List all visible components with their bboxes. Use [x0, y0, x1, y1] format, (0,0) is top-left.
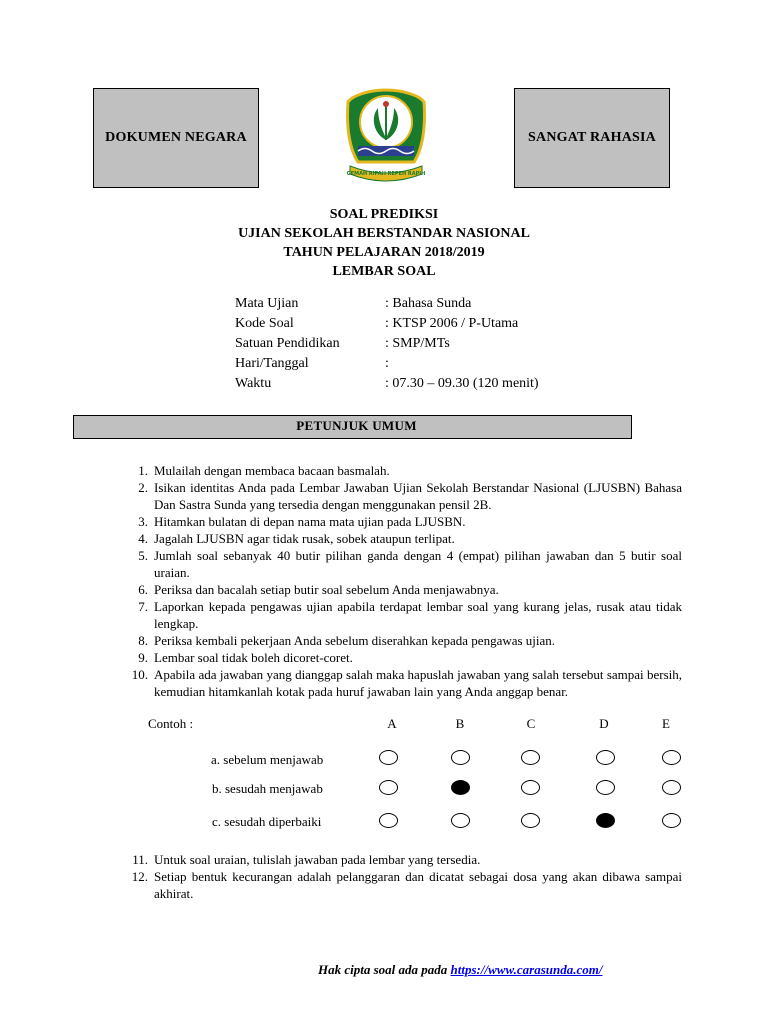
item-number: 5. [138, 548, 148, 563]
document-title [0, 205, 768, 281]
list-item [126, 581, 682, 598]
answer-bubble-d [596, 813, 615, 828]
item-number: 12. [131, 869, 148, 884]
title-line-3: TAHUN PELAJARAN 2018/2019 [283, 245, 485, 260]
column-letter-c: C [526, 716, 536, 731]
sangat-rahasia-label: SANGAT RAHASIA [528, 130, 656, 145]
info-value: : KTSP 2006 / P-Utama [385, 316, 519, 331]
item-text: Jagalah LJUSBN agar tidak rusak, sobek ataupun terlipat. [154, 531, 455, 546]
list-item [126, 547, 682, 581]
info-value: : Bahasa Sunda [385, 296, 472, 311]
logo-motto-text: GEMAH RIPAH REPEH RAPIH [346, 171, 426, 177]
answer-bubble-c [521, 780, 540, 795]
answer-bubble-c [521, 750, 540, 765]
west-java-emblem-logo [344, 88, 428, 184]
title-line-4: LEMBAR SOAL [332, 264, 436, 279]
item-number: 2. [138, 480, 148, 495]
title-line-1: SOAL PREDIKSI [329, 207, 439, 222]
item-text: Mulailah dengan membaca bacaan basmalah. [154, 463, 390, 478]
item-text: Periksa kembali pekerjaan Anda sebelum diserahkan kepada pengawas ujian. [154, 633, 556, 648]
dokumen-negara-box [93, 88, 259, 188]
answer-bubble-a [379, 813, 398, 828]
title-line-2: UJIAN SEKOLAH BERSTANDAR NASIONAL [238, 226, 530, 241]
item-text: Apabila ada jawaban yang dianggap salah maka hapuslah jawaban yang salah tersebut sampai bersih, kemudian hitamkanlah kotak pada huruf jawaban lain yang Anda anggap benar. [154, 667, 682, 699]
item-number: 8. [138, 633, 148, 648]
example-row-label: b. sesudah menjawab [212, 781, 323, 796]
answer-bubble-e [662, 750, 681, 765]
item-number: 9. [138, 650, 148, 665]
info-label: Kode Soal [235, 316, 294, 331]
item-number: 4. [138, 531, 148, 546]
section-title-bar [73, 415, 632, 439]
answer-bubble-e [662, 780, 681, 795]
example-row-label: a. sebelum menjawab [211, 752, 324, 767]
info-label: Waktu [235, 376, 272, 391]
answer-bubble-a [379, 780, 398, 795]
list-item [126, 632, 682, 649]
info-label: Mata Ujian [235, 296, 299, 311]
item-number: 6. [138, 582, 148, 597]
instruction-list-continued [126, 851, 682, 902]
answer-bubble-a [379, 750, 398, 765]
example-label: Contoh : [148, 716, 194, 731]
item-text: Laporkan kepada pengawas ujian apabila terdapat lembar soal yang kurang jelas, rusak atau tidak lengkap. [154, 599, 682, 631]
list-item [126, 649, 682, 666]
item-text: Hitamkan bulatan di depan nama mata ujian pada LJUSBN. [154, 514, 466, 529]
item-text: Setiap bentuk kecurangan adalah pelanggaran dan dicatat sebagai dosa yang akan dibawa sampai akhirat. [154, 869, 682, 901]
column-letter-a: A [387, 716, 397, 731]
list-item [126, 598, 682, 632]
list-item [126, 462, 682, 479]
answer-bubble-b [451, 813, 470, 828]
item-number: 3. [138, 514, 148, 529]
section-title: PETUNJUK UMUM [296, 418, 417, 433]
list-item [126, 530, 682, 547]
item-text: Lembar soal tidak boleh dicoret-coret. [154, 650, 353, 665]
list-item [126, 513, 682, 530]
sangat-rahasia-box [514, 88, 670, 188]
answer-bubble-d [596, 780, 615, 795]
example-row-label: c. sesudah diperbaiki [212, 814, 322, 829]
answer-bubble-e [662, 813, 681, 828]
list-item [126, 851, 682, 868]
column-letter-e: E [662, 716, 670, 731]
item-number: 11. [132, 852, 148, 867]
item-number: 10. [131, 667, 148, 682]
dokumen-negara-label: DOKUMEN NEGARA [105, 130, 247, 145]
item-number: 1. [138, 463, 148, 478]
list-item [126, 479, 682, 513]
info-label: Satuan Pendidikan [235, 336, 340, 351]
copyright-link[interactable]: https://www.carasunda.com/ [450, 962, 603, 977]
instruction-list [126, 462, 682, 700]
copyright-text: Hak cipta soal ada pada [318, 962, 451, 977]
answer-bubble-b [451, 780, 470, 795]
answer-bubble-b [451, 750, 470, 765]
copyright-footer [318, 962, 602, 978]
item-text: Isikan identitas Anda pada Lembar Jawaban Ujian Sekolah Berstandar Nasional (LJUSBN) Bahasa Dan Sastra Sunda yang tersedia dengan menggunakan pensil 2B. [154, 480, 682, 512]
item-number: 7. [138, 599, 148, 614]
column-letter-b: B [455, 716, 465, 731]
answer-bubble-c [521, 813, 540, 828]
column-letter-d: D [599, 716, 609, 731]
item-text: Periksa dan bacalah setiap butir soal sebelum Anda menjawabnya. [154, 582, 499, 597]
item-text: Untuk soal uraian, tulislah jawaban pada lembar yang tersedia. [154, 852, 481, 867]
list-item [126, 666, 682, 700]
info-value: : [385, 356, 389, 371]
list-item [126, 868, 682, 902]
info-value: : SMP/MTs [385, 336, 450, 351]
info-value: : 07.30 – 09.30 (120 menit) [385, 376, 539, 391]
answer-bubble-d [596, 750, 615, 765]
item-text: Jumlah soal sebanyak 40 butir pilihan ganda dengan 4 (empat) pilihan jawaban dan 5 butir soal uraian. [154, 548, 682, 580]
info-label: Hari/Tanggal [235, 356, 309, 371]
